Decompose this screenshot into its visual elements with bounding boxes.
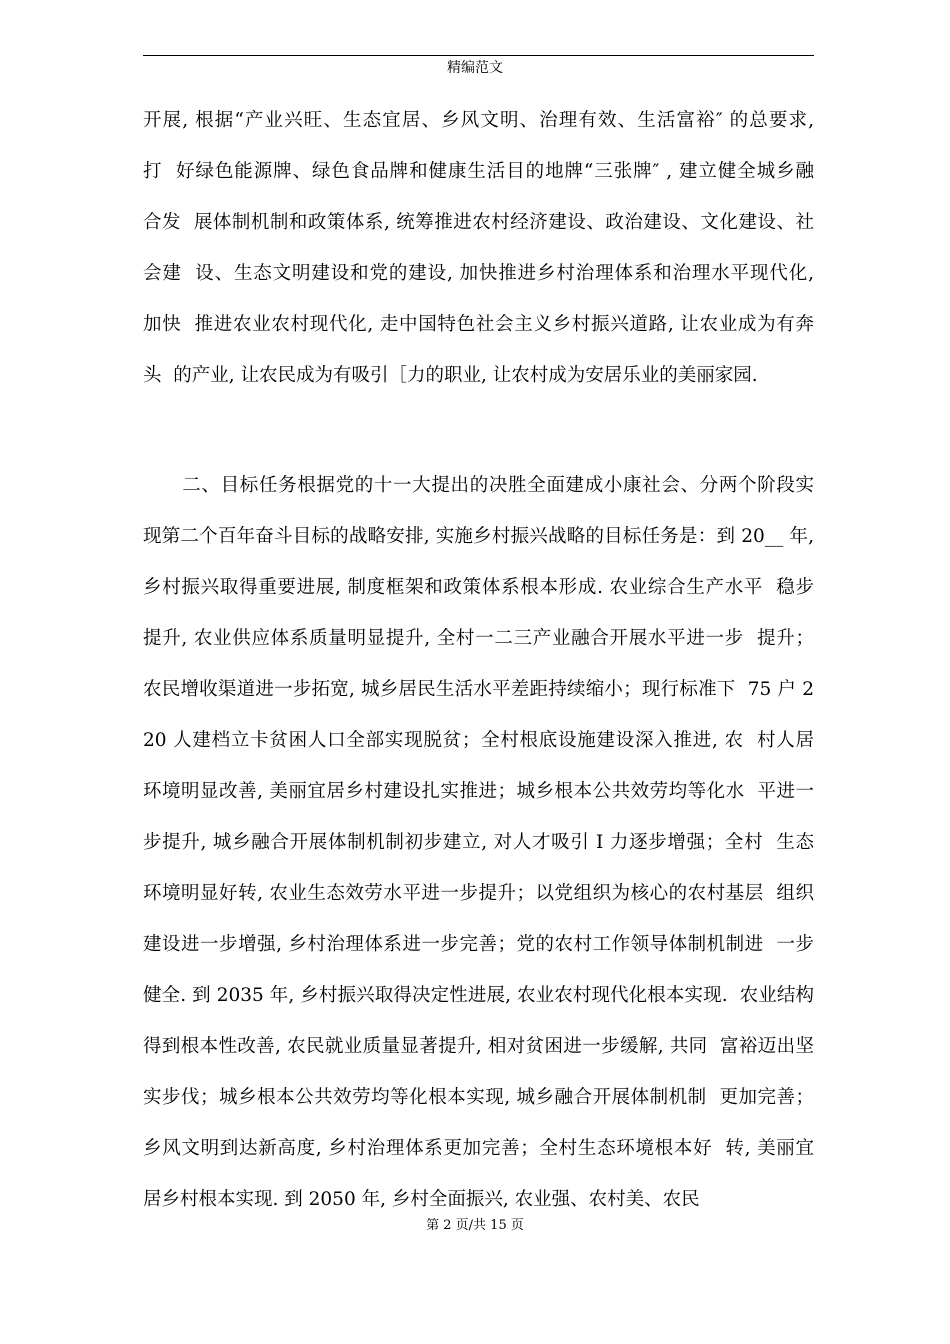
text-line: 提升, 农业供应体系质量明显提升, 全村一二三产业融合开展水平进一步 提升； (143, 628, 814, 649)
text-line: 头 的产业, 让农民成为有吸引［力的职业, 让农村成为安居乐业的美丽家园. (143, 365, 758, 386)
text-line: 二、目标任务根据党的十一大提出的决胜全面建成小康社会、分两个阶段实 (143, 475, 814, 496)
text-line: 居乡村根本实现. 到 2050 年, 乡村全面振兴, 农业强、农村美、农民 (143, 1189, 700, 1210)
text-line: 乡村振兴取得重要进展, 制度框架和政策体系根本形成. 农业综合生产水平 稳步 (143, 577, 814, 598)
text-line: 步提升, 城乡融合开展体制机制初步建立, 对人才吸引 I 力逐步增强；全村 生态 (143, 832, 814, 853)
text-line: 合发 展体制机制和政策体系, 统筹推进农村经济建设、政治建设、文化建设、社 (143, 212, 814, 233)
text-line: 建设进一步增强, 乡村治理体系进一步完善；党的农村工作领导体制机制进 一步 (143, 934, 814, 955)
text-line: 农民增收渠道进一步拓宽, 城乡居民生活水平差距持续缩小；现行标准下 75 户 2 (143, 679, 814, 700)
page-header-title: 精编范文 (447, 60, 503, 76)
text-line: 环境明显好转, 农业生态效劳水平进一步提升；以党组织为核心的农村基层 组织 (143, 883, 814, 904)
text-line: 会建 设、生态文明建设和党的建设, 加快推进乡村治理体系和治理水平现代化, (143, 263, 814, 284)
text-line: 现第二个百年奋斗目标的战略安排, 实施乡村振兴战略的目标任务是：到 20__ 年, (143, 526, 814, 547)
text-line: 环境明显改善, 美丽宜居乡村建设扎实推进；城乡根本公共效劳均等化水 平进一 (143, 781, 814, 802)
text-line: 20 人建档立卡贫困人口全部实现脱贫；全村根底设施建设深入推进, 农 村人居 (143, 730, 814, 751)
text-line: 实步伐；城乡根本公共效劳均等化根本实现, 城乡融合开展体制机制 更加完善； (143, 1087, 814, 1108)
text-line: 打 好绿色能源牌、绿色食品牌和健康生活目的地牌“三张牌″ , 建立健全城乡融 (143, 161, 814, 182)
text-line: 开展, 根据“产业兴旺、生态宜居、乡风文明、治理有效、生活富裕″ 的总要求, (143, 110, 814, 131)
page-number-footer: 第 2 页/共 15 页 (426, 1218, 524, 1233)
text-line: 得到根本性改善, 农民就业质量显著提升, 相对贫困进一步缓解, 共同 富裕迈出坚 (143, 1036, 814, 1057)
header-divider (143, 55, 814, 56)
text-line: 加快 推进农业农村现代化, 走中国特色社会主义乡村振兴道路, 让农业成为有奔 (143, 314, 814, 335)
text-line: 健全. 到 2035 年, 乡村振兴取得决定性进展, 农业农村现代化根本实现. 农业结构 (143, 985, 814, 1006)
text-line: 乡风文明到达新高度, 乡村治理体系更加完善；全村生态环境根本好 转, 美丽宜 (143, 1138, 814, 1159)
